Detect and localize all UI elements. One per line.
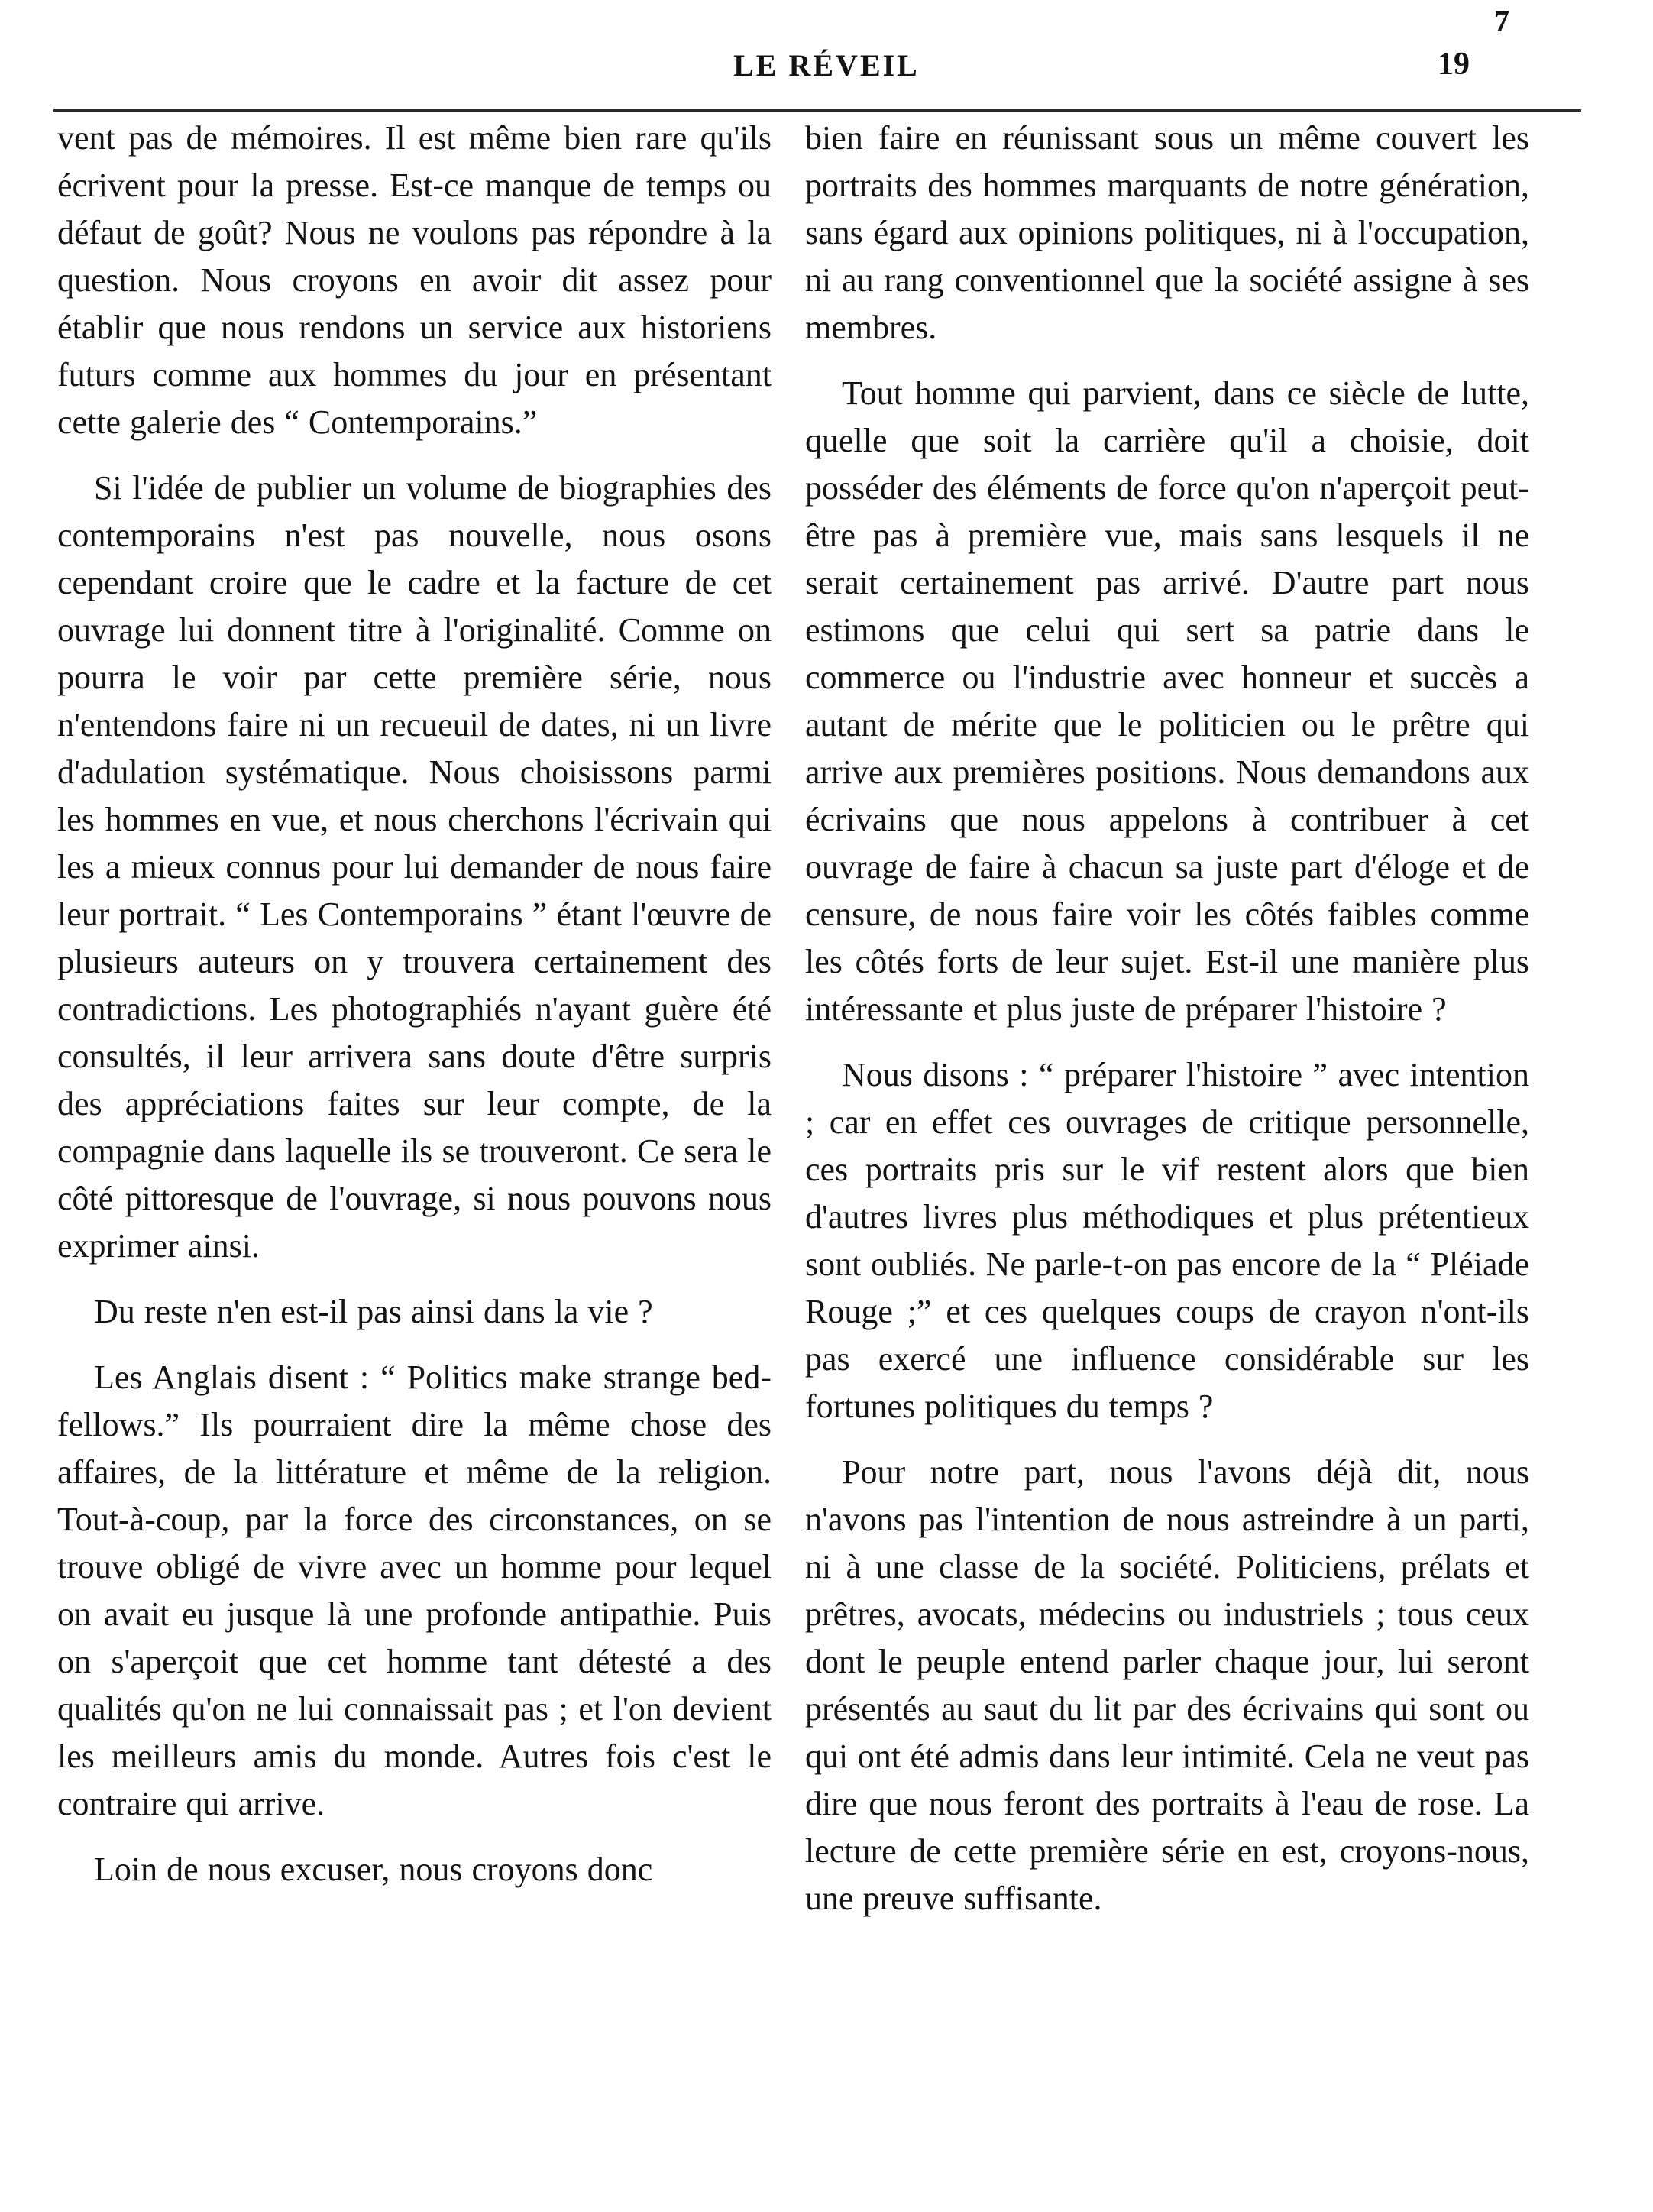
left-paragraph-5: Loin de nous excuser, nous croyons donc [94,1851,653,1888]
left-paragraph-2: Si l'idée de publier un volume de biographies des contemporains n'est pas nouvelle, nous osons cependant croire que le cadre et la facture de cet ouvrage lui donnent titre à l'originalité. Comme on pourra le voir par cette première série, nous n'entendons faire ni un recueuil de dates, ni un livre d'adulation systématique. Nous choisissons parmi les hommes en vue, et nous cherchons l'écrivain qui les a mieux connus pour lui demander de nous faire leur portrait. “ Les Contemporains ” étant l'œuvre de plusieurs auteurs on y trouvera certainement des contradictions. Les photographiés n'ayant guère été consultés, il leur arrivera sans doute d'être surpris des appréciations faites sur leur compte, de la compagnie dans laquelle ils se trouveront. Ce sera le côté pittoresque de l'ouvrage, si nous pouvons nous exprimer ainsi. [57,469,772,1265]
running-header-title: LE RÉVEIL [733,48,920,83]
left-paragraph-1: vent pas de mémoires. Il est même bien rare qu'ils écrivent pour la presse. Est-ce manque de temps ou défaut de goût? Nous ne voulons pas répondre à la question. Nous croyons en avoir dit assez pour établir que nous rendons un service aux historiens futurs comme aux hommes du jour en présentant cette galerie des “ Contemporains.” [57,119,772,441]
right-paragraph-1: bien faire en réunissant sous un même couvert les portraits des hommes marquants de notre génération, sans égard aux opinions politiques, ni à l'occupation, ni au rang conventionnel que la société assigne à ses membres. [805,119,1529,346]
page-number: 19 [1438,47,1470,82]
right-paragraph-4: Pour notre part, nous l'avons déjà dit, nous n'avons pas l'intention de nous astreindre à un parti, ni à une classe de la société. Politiciens, prélats et prêtres, avocats, médecins ou industriels ; tous ceux dont le peuple entend parler chaque jour, lui seront présentés au saut du lit par des écrivains qui sont ou qui ont été admis dans leur intimité. Cela ne veut pas dire que nous feront des portraits à l'eau de rose. La lecture de cette première série en est, croyons-nous, une preuve suffisante. [805,1453,1529,1917]
right-column [805,115,1529,1941]
right-paragraph-2: Tout homme qui parvient, dans ce siècle de lutte, quelle que soit la carrière qu'il a choisie, doit posséder des éléments de force qu'on n'aperçoit peut-être pas à première vue, mais sans lesquels il ne serait certainement pas arrivé. D'autre part nous estimons que celui qui sert sa patrie dans le commerce ou l'industrie avec honneur et succès a autant de mérite que le politicien ou le prêtre qui arrive aux premières positions. Nous demandons aux écrivains que nous appelons à contribuer à cet ouvrage de faire à chacun sa juste part d'éloge et de censure, de nous faire voir les côtés faibles comme les côtés forts de leur sujet. Est-il une manière plus intéressante et plus juste de préparer l'histoire ? [805,374,1529,1028]
left-paragraph-4: Les Anglais disent : “ Politics make strange bed-fellows.” Ils pourraient dire la même chose des affaires, de la littérature et même de la religion. Tout-à-coup, par la force des circonstances, on se trouve obligé de vivre avec un homme pour lequel on avait eu jusque là une profonde antipathie. Puis on s'aperçoit que cet homme tant détesté a des qualités qu'on ne lui connaissait pas ; et l'on devient les meilleurs amis du monde. Autres fois c'est le contraire qui arrive. [57,1359,772,1822]
corner-mark: 7 [1494,4,1509,38]
right-paragraph-3: Nous disons : “ préparer l'histoire ” avec intention ; car en effet ces ouvrages de critique personnelle, ces portraits pris sur le vif restent alors que bien d'autres livres plus méthodiques et plus prétentieux sont oubliés. Ne parle-t-on pas encore de la “ Pléiade Rouge ;” et ces quelques coups de crayon n'ont-ils pas exercé une influence considérable sur les fortunes politiques du temps ? [805,1056,1529,1425]
left-column [57,115,772,1912]
left-paragraph-3: Du reste n'en est-il pas ainsi dans la vie ? [94,1293,653,1330]
header-rule [53,109,1581,112]
